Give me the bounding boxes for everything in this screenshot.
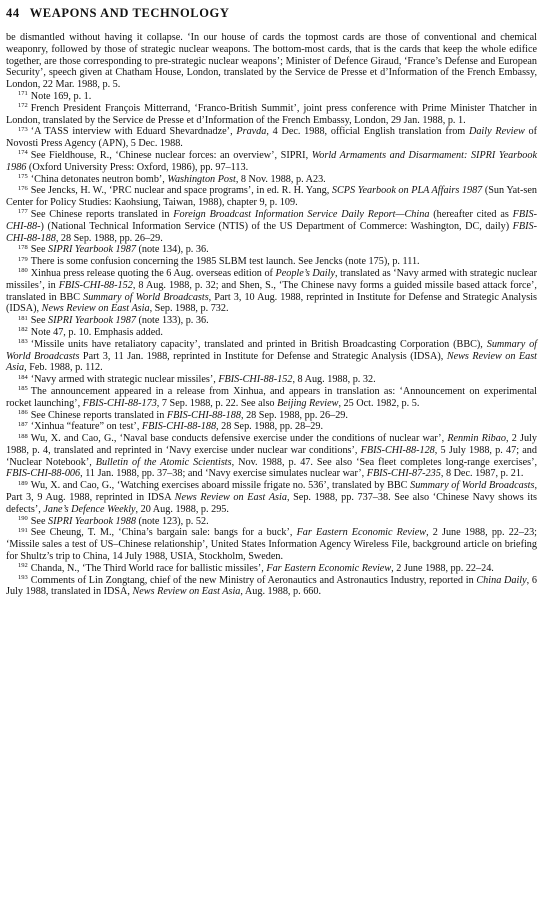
note-text: , 28 Sep. 1988, pp. 26–29. xyxy=(240,409,348,421)
endnote xyxy=(6,374,537,386)
italic-title: Beijing Review xyxy=(277,397,339,409)
note-number: 182 xyxy=(18,326,28,334)
italic-title: FBIS-CHI-87-235 xyxy=(366,468,441,480)
endnote xyxy=(6,339,537,374)
note-number: 180 xyxy=(18,267,28,275)
note-text: See Chinese reports translated in xyxy=(30,208,174,220)
note-text: See xyxy=(30,244,49,256)
note-text: Wu, X. and Cao, G., ‘Watching exercises aboard missile frigate no. 536’, translated by BBC xyxy=(30,480,411,492)
note-number: 190 xyxy=(18,515,28,523)
endnote xyxy=(6,480,537,515)
note-text: , Part 3, 9 Aug. 1988, reprinted in IDSA xyxy=(6,480,537,504)
endnote xyxy=(6,91,537,103)
endnote xyxy=(6,516,537,528)
note-text: , 4 Dec. 1988, official English translation from xyxy=(266,126,469,138)
note-text: French President François Mitterrand, ‘Franco-British Summit’, joint press conference with Prime Minister Thatcher in London, translated by the Service de Presse et d’Information of the French Embassy, London, 29 Jan. 1988, p. 1. xyxy=(6,102,537,126)
note-text: Chanda, N., ‘The Third World race for ballistic missiles’, xyxy=(30,562,267,574)
note-text: , 8 Aug. 1988, p. 32; and Shen, S., ‘The Chinese navy forms a guided missile based attack force’, translated in BBC xyxy=(6,279,537,303)
note-text: ‘Xinhua “feature” on test’, xyxy=(30,421,142,433)
note-number: 179 xyxy=(18,255,28,263)
endnote xyxy=(6,185,537,209)
note-text: See Fieldhouse, R., ‘Chinese nuclear forces: an overview’, SIPRI, xyxy=(30,149,312,161)
note-text: Comments of Lin Zongtang, chief of the new Ministry of Aeronautics and Astronautics Industry, reported in xyxy=(30,574,477,586)
endnote xyxy=(6,315,537,327)
note-text: , Sep. 1988, pp. 737–38. See also ‘Chinese Navy shows its defects’, xyxy=(6,492,538,515)
note-text: (note 133), p. 36. xyxy=(135,315,209,327)
endnote xyxy=(6,386,537,410)
endnote xyxy=(6,209,537,244)
note-text: See Chinese reports translated in xyxy=(30,409,167,421)
italic-title: China Daily xyxy=(476,574,527,586)
italic-title: FBIS-CHI-88-128 xyxy=(360,444,435,456)
note-text: Part 3, 11 Jan. 1988, reprinted in Institute for Defense and Strategic Analysis (IDSA), xyxy=(79,350,447,362)
italic-title: Summary of World Broadcasts xyxy=(83,291,209,303)
note-number: 184 xyxy=(18,373,28,381)
note-number: 177 xyxy=(18,208,28,216)
endnote xyxy=(6,527,537,562)
note-number: 175 xyxy=(18,173,28,181)
note-text: of Novosti Press Agency (APN), 5 Dec. 1988. xyxy=(6,126,537,150)
note-text: Xinhua press release quoting the 6 Aug. overseas edition of xyxy=(30,267,276,279)
endnote xyxy=(6,563,537,575)
italic-title: FBIS-CHI-88-188 xyxy=(6,220,537,244)
note-text: , 11 Jan. 1988, pp. 37–38; and ‘Navy exercise simulates nuclear war’, xyxy=(80,468,367,480)
note-text: , 5 July 1988, p. 47; and ‘Nuclear Notebook’, xyxy=(6,444,537,468)
note-text: (hereafter cited as xyxy=(429,208,513,220)
italic-title: FBIS-CHI-88-188 xyxy=(141,421,217,433)
note-text: , 8 Dec. 1987, p. 21. xyxy=(440,468,524,480)
note-text: The announcement appeared in a release from Xinhua, and appears in translation as: ‘Announcement on experimental rocket launching’, xyxy=(6,385,537,409)
italic-title: Renmin Ribao xyxy=(447,433,506,445)
italic-title: World Armaments and Disarmament: SIPRI Yearbook 1986 xyxy=(6,149,537,173)
note-text: , 2 June 1988, pp. 22–23; ‘Missile sales a test of US–Chinese relationship’, United States Information Agency Wireless File, background article on briefing for Shultz’s trip to China, 14 July 1988, USIA, Stockholm, Sweden. xyxy=(6,527,537,563)
note-number: 191 xyxy=(18,526,28,534)
note-text: , 8 Aug. 1988, p. 32. xyxy=(292,374,376,386)
italic-title: Foreign Broadcast Information Service Daily Report—China xyxy=(173,208,430,220)
note-text: Note 169, p. 1. xyxy=(30,90,92,102)
note-text: ‘China detonates neutron bomb’, xyxy=(30,173,168,185)
note-number: 174 xyxy=(18,149,28,157)
endnote xyxy=(6,150,537,174)
italic-title: Far Eastern Economic Review xyxy=(296,527,427,539)
italic-title: FBIS-CHI-88-173 xyxy=(82,397,157,409)
note-text: ‘Navy armed with strategic nuclear missiles’, xyxy=(30,374,219,386)
note-text: , 7 Sep. 1988, p. 22. See also xyxy=(156,397,278,409)
endnote xyxy=(6,174,537,186)
italic-title: News Review on East Asia xyxy=(132,586,241,598)
continued-note xyxy=(6,32,537,91)
note-number: 193 xyxy=(18,574,28,582)
note-text: , 6 July 1988, translated in IDSA, xyxy=(6,574,537,598)
italic-title: Summary of World Broadcasts xyxy=(410,480,535,492)
endnote xyxy=(6,256,537,268)
endnote xyxy=(6,244,537,256)
note-text: (note 134), p. 36. xyxy=(135,244,209,256)
note-number: 189 xyxy=(18,479,28,487)
note-number: 186 xyxy=(18,409,28,416)
running-title: WEAPONS AND TECHNOLOGY xyxy=(29,6,230,20)
italic-title: Pravda xyxy=(236,126,267,138)
italic-title: FBIS-CHI-88- xyxy=(6,208,537,232)
note-text: , Feb. 1988, p. 112. xyxy=(24,362,103,374)
note-number: 188 xyxy=(18,432,28,440)
note-number: 192 xyxy=(18,562,28,570)
endnote xyxy=(6,268,537,315)
note-number: 185 xyxy=(18,385,28,393)
note-text: (Sun Yat-sen Center for Policy Studies: Kaohsiung, Taiwan, 1988), chapter 9, p. 109. xyxy=(6,185,537,209)
note-text: There is some confusion concerning the 1985 SLBM test launch. See Jencks (note 175), p. 111. xyxy=(30,256,420,268)
page-number: 44 xyxy=(6,6,20,20)
note-number: 181 xyxy=(18,314,28,322)
note-text: ‘A TASS interview with Eduard Shevardnadze’, xyxy=(30,126,237,138)
note-text: , 2 June 1988, pp. 22–24. xyxy=(391,562,494,574)
note-text: See Jencks, H. W., ‘PRC nuclear and space programs’, in ed. R. H. Yang, xyxy=(30,185,332,197)
note-text: , 28 Sep. 1988, pp. 28–29. xyxy=(216,421,324,433)
note-text: ) (National Technical Information Service (NTIS) of the US Department of Commerce: Washington, DC, daily) xyxy=(40,220,513,232)
note-text: See xyxy=(30,315,49,327)
note-text: be dismantled without having it collapse. ‘In our house of cards the topmost cards are those of conventional and chemical weaponry, followed by those of strategic nuclear weapons. The bottom-most cards, that is the cards that keep the whole edifice together, are those corresponding to pre-strategic nuclear weapons’; Minister of Defence Giraud, ‘France’s Defense and European Security’, speech given at Chatham House, London, translated by the Service de Presse et d’Information of the French Embassy, London, 22 Mar. 1988, p. 5. xyxy=(6,32,537,91)
italic-title: Far Eastern Economic Review xyxy=(266,562,392,574)
italic-title: FBIS-CHI-88-152 xyxy=(218,374,293,386)
endnote xyxy=(6,103,537,127)
italic-title: SCPS Yearbook on PLA Affairs 1987 xyxy=(331,185,483,197)
note-text: ‘Missile units have retaliatory capacity’, translated and printed in British Broadcasting Corporation (BBC), xyxy=(30,338,487,350)
italic-title: Summary of World Broadcasts xyxy=(6,338,538,362)
note-text: , 20 Aug. 1988, p. 295. xyxy=(135,503,229,515)
italic-title: News Review on East Asia xyxy=(174,492,287,504)
note-number: 173 xyxy=(18,125,28,133)
note-text: Note 47, p. 10. Emphasis added. xyxy=(30,326,163,338)
note-text: (note 123), p. 52. xyxy=(135,515,209,527)
endnote xyxy=(6,575,537,599)
note-number: 183 xyxy=(18,338,28,346)
note-text: , Aug. 1988, p. 660. xyxy=(240,586,322,598)
note-text: , 8 Nov. 1988, p. A23. xyxy=(235,173,326,185)
note-text: Wu, X. and Cao, G., ‘Naval base conducts defensive exercise under the conditions of nuclear war’, xyxy=(30,433,448,445)
note-number: 187 xyxy=(18,420,28,428)
note-text: , translated as ‘Navy armed with strategic nuclear missiles’, in xyxy=(6,267,537,291)
running-header xyxy=(6,6,537,22)
italic-title: News Review on East Asia xyxy=(41,303,150,315)
note-number: 176 xyxy=(18,184,28,192)
italic-title: People’s Daily xyxy=(275,267,335,279)
italic-title: Jane’s Defence Weekly xyxy=(43,503,136,515)
italic-title: Washington Post xyxy=(167,173,236,185)
note-text: , Sep. 1988, p. 732. xyxy=(149,303,229,315)
italic-title: SIPRI Yearbook 1988 xyxy=(48,515,136,527)
endnotes-list xyxy=(6,32,537,598)
note-text: , Part 3, 10 Aug. 1988, reprinted in Institute for Defense and Strategic Analysis (IDSA), xyxy=(6,291,537,315)
note-number: 172 xyxy=(18,102,28,110)
italic-title: SIPRI Yearbook 1987 xyxy=(48,315,136,327)
endnote xyxy=(6,410,537,422)
italic-title: News Review on East Asia xyxy=(6,350,537,374)
italic-title: Bulletin of the Atomic Scientists xyxy=(95,456,232,468)
italic-title: FBIS-CHI-88-188 xyxy=(166,409,241,421)
endnote xyxy=(6,421,537,433)
note-text: , 25 Oct. 1982, p. 5. xyxy=(338,397,420,409)
note-text: (Oxford University Press: Oxford, 1986), pp. 97–113. xyxy=(26,161,249,173)
note-text: , 2 July 1988, p. 4, translated and reprinted in ‘Navy exercise under nuclear war conditions’, xyxy=(6,433,537,456)
italic-title: Daily Review xyxy=(468,126,525,138)
note-text: , 28 Sep. 1988, pp. 26–29. xyxy=(55,232,163,244)
note-number: 178 xyxy=(18,243,28,251)
italic-title: FBIS-CHI-88-152 xyxy=(58,279,133,291)
note-text: , Nov. 1988, p. 47. See also ‘Sea fleet completes long-range exercises’, xyxy=(231,456,538,468)
italic-title: SIPRI Yearbook 1987 xyxy=(48,244,136,256)
italic-title: FBIS-CHI-88-006 xyxy=(6,468,81,480)
note-text: See Cheung, T. M., ‘China’s bargain sale: bangs for a buck’, xyxy=(30,527,297,539)
endnote xyxy=(6,126,537,150)
endnote xyxy=(6,327,537,339)
note-text: See xyxy=(30,515,49,527)
note-number: 171 xyxy=(18,90,28,98)
endnote xyxy=(6,433,537,480)
